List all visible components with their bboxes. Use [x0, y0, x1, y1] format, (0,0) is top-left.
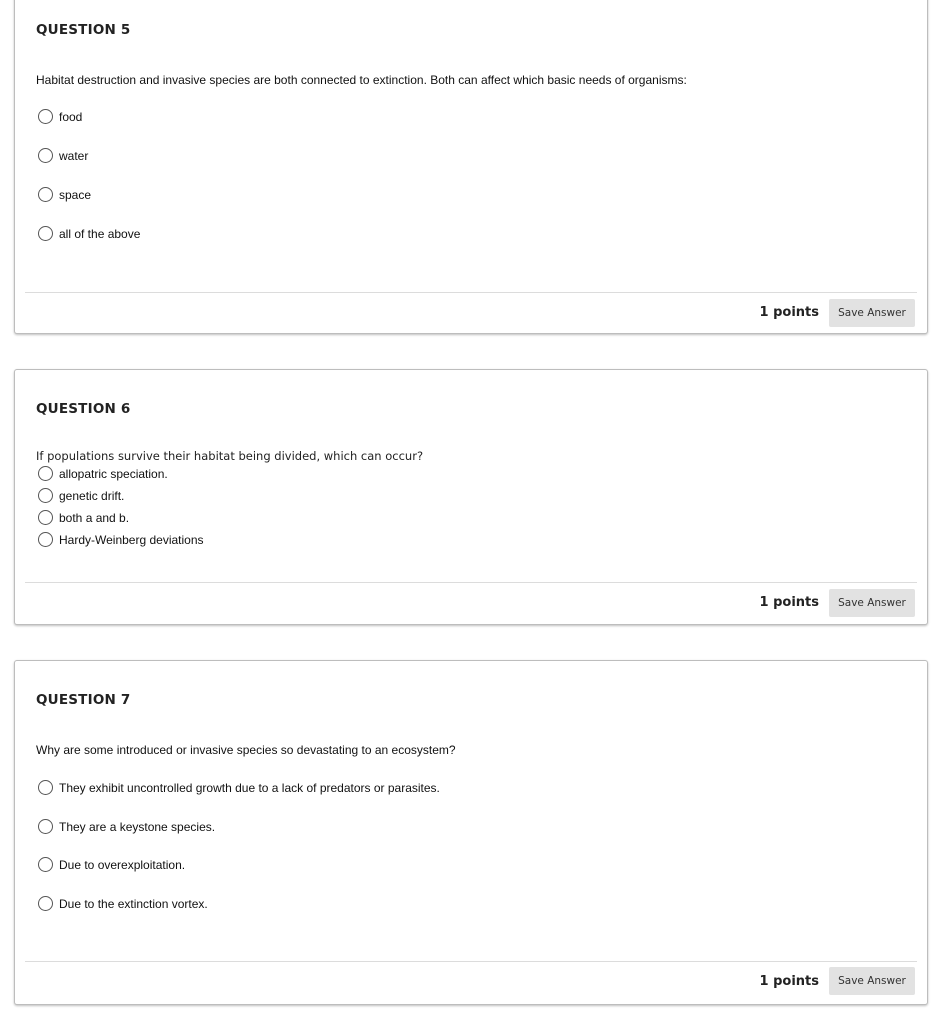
question-7-option-c[interactable] [38, 857, 185, 872]
option-label: allopatric speciation. [59, 466, 168, 481]
divider [25, 292, 917, 293]
question-7-save-button[interactable]: Save Answer [829, 967, 915, 995]
question-5-text: Habitat destruction and invasive species are both connected to extinction. Both can affect which basic needs of organisms: [36, 73, 687, 87]
radio-button[interactable] [38, 109, 53, 124]
option-label: Hardy-Weinberg deviations [59, 532, 204, 547]
option-label: Due to the extinction vortex. [59, 896, 208, 911]
radio-button[interactable] [38, 148, 53, 163]
option-label: all of the above [59, 226, 141, 241]
question-5-option-all[interactable] [38, 226, 140, 241]
option-label: space [59, 187, 92, 202]
radio-button[interactable] [38, 532, 53, 547]
question-5-option-food[interactable] [38, 109, 82, 124]
question-6-option-a[interactable] [38, 466, 168, 481]
question-6-option-d[interactable] [38, 532, 204, 547]
question-6-title: QUESTION 6 [36, 401, 131, 417]
radio-button[interactable] [38, 187, 53, 202]
question-5-save-button[interactable]: Save Answer [829, 299, 915, 327]
radio-button[interactable] [38, 819, 53, 834]
question-7-option-a[interactable] [38, 780, 440, 795]
radio-button[interactable] [38, 857, 53, 872]
question-6-card [14, 369, 928, 625]
option-label: genetic drift. [59, 488, 125, 503]
question-7-title: QUESTION 7 [36, 692, 131, 708]
divider [25, 582, 917, 583]
option-label: They are a keystone species. [59, 819, 216, 834]
option-label: Due to overexploitation. [59, 857, 186, 872]
question-5-points: 1 points [759, 305, 819, 320]
question-6-save-button[interactable]: Save Answer [829, 589, 915, 617]
radio-button[interactable] [38, 488, 53, 503]
radio-button[interactable] [38, 466, 53, 481]
question-6-option-b[interactable] [38, 488, 124, 503]
question-7-option-b[interactable] [38, 819, 215, 834]
option-label: water [59, 148, 89, 163]
question-7-option-d[interactable] [38, 896, 208, 911]
radio-button[interactable] [38, 780, 53, 795]
divider [25, 961, 917, 962]
question-7-points: 1 points [759, 974, 819, 989]
radio-button[interactable] [38, 510, 53, 525]
question-6-text: If populations survive their habitat being divided, which can occur? [36, 449, 424, 463]
radio-button[interactable] [38, 226, 53, 241]
radio-button[interactable] [38, 896, 53, 911]
question-7-text: Why are some introduced or invasive species so devastating to an ecosystem? [36, 743, 456, 757]
question-5-option-space[interactable] [38, 187, 91, 202]
option-label: They exhibit uncontrolled growth due to a lack of predators or parasites. [59, 780, 440, 795]
question-5-option-water[interactable] [38, 148, 88, 163]
question-5-card [14, 0, 928, 334]
question-5-title: QUESTION 5 [36, 22, 131, 38]
option-label: food [59, 109, 83, 124]
option-label: both a and b. [59, 510, 130, 525]
question-7-card [14, 660, 928, 1005]
question-6-points: 1 points [759, 595, 819, 610]
question-6-option-c[interactable] [38, 510, 129, 525]
